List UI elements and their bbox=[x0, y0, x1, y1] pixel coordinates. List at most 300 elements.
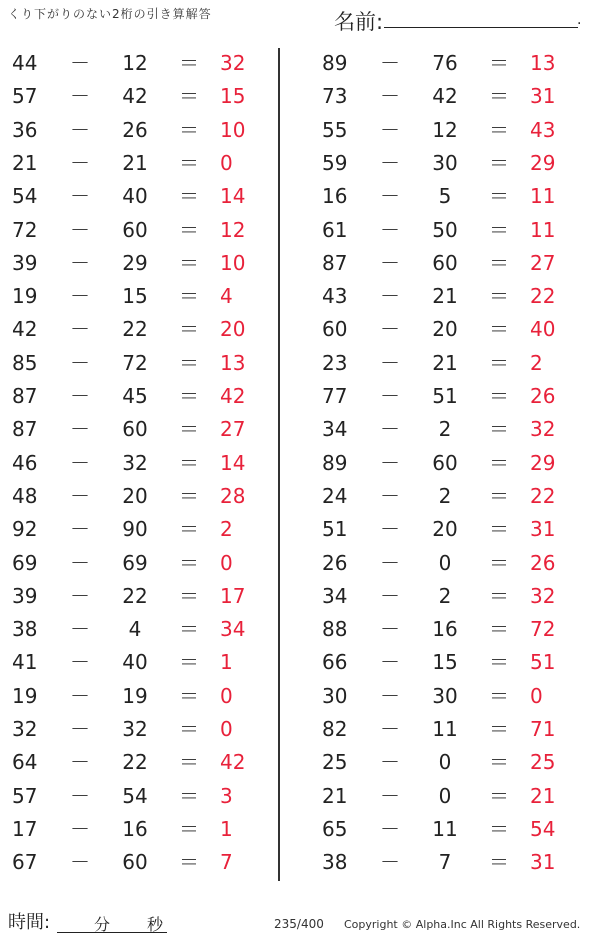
minuend: 57 bbox=[12, 84, 38, 109]
problem-row bbox=[12, 580, 312, 613]
minuend: 38 bbox=[322, 850, 348, 875]
minuend: 19 bbox=[12, 284, 38, 309]
minus-sign: － bbox=[380, 284, 400, 309]
minus-sign: － bbox=[380, 717, 400, 741]
problem-row bbox=[12, 413, 312, 446]
minus-sign: － bbox=[70, 583, 90, 608]
minus-sign: － bbox=[380, 84, 400, 109]
minus-sign: － bbox=[70, 317, 90, 342]
minuend: 39 bbox=[12, 250, 38, 275]
answer: 27 bbox=[220, 417, 246, 442]
subtrahend: 11 bbox=[432, 816, 458, 841]
problem-row bbox=[12, 746, 312, 779]
subtrahend: 2 bbox=[438, 483, 452, 508]
subtrahend: 32 bbox=[122, 717, 148, 741]
answer: 10 bbox=[220, 250, 246, 275]
subtrahend: 2 bbox=[438, 583, 452, 608]
minus-sign: － bbox=[380, 317, 400, 342]
problem-row bbox=[12, 80, 312, 113]
minus-sign: － bbox=[70, 717, 90, 741]
equals-sign: ＝ bbox=[179, 117, 199, 142]
equals-sign: ＝ bbox=[179, 150, 199, 175]
subtrahend: 50 bbox=[432, 217, 458, 242]
equals-sign: ＝ bbox=[489, 483, 509, 508]
minus-sign: － bbox=[380, 517, 400, 542]
minus-sign: － bbox=[380, 450, 400, 475]
equals-sign: ＝ bbox=[179, 683, 199, 708]
subtrahend: 29 bbox=[122, 250, 148, 275]
minuend: 82 bbox=[322, 717, 348, 741]
equals-sign: ＝ bbox=[179, 51, 199, 75]
minuend: 16 bbox=[322, 184, 348, 209]
minus-sign: － bbox=[380, 250, 400, 275]
minuend: 51 bbox=[322, 517, 348, 542]
problem-row bbox=[322, 447, 600, 480]
problem-row bbox=[322, 480, 600, 513]
equals-sign: ＝ bbox=[179, 717, 199, 741]
minus-sign: － bbox=[380, 750, 400, 775]
minus-sign: － bbox=[70, 350, 90, 375]
name-end-mark: . bbox=[577, 12, 582, 28]
problem-row bbox=[12, 613, 312, 646]
minus-sign: － bbox=[380, 583, 400, 608]
subtrahend: 4 bbox=[128, 617, 142, 642]
problem-row bbox=[12, 280, 312, 313]
minus-sign: － bbox=[70, 650, 90, 675]
problem-row bbox=[322, 646, 600, 679]
equals-sign: ＝ bbox=[489, 117, 509, 142]
subtrahend: 72 bbox=[122, 350, 148, 375]
answer: 10 bbox=[220, 117, 246, 142]
answer: 14 bbox=[220, 450, 246, 475]
subtrahend: 40 bbox=[122, 184, 148, 209]
subtrahend: 90 bbox=[122, 517, 148, 542]
answer: 14 bbox=[220, 184, 246, 209]
subtrahend: 20 bbox=[122, 483, 148, 508]
answer: 15 bbox=[220, 84, 246, 109]
minuend: 44 bbox=[12, 51, 38, 75]
subtrahend: 16 bbox=[122, 816, 148, 841]
minus-sign: － bbox=[70, 417, 90, 442]
subtrahend: 60 bbox=[432, 250, 458, 275]
problem-row bbox=[12, 180, 312, 213]
subtrahend: 15 bbox=[432, 650, 458, 675]
minuend: 65 bbox=[322, 816, 348, 841]
minus-sign: － bbox=[70, 184, 90, 209]
minus-sign: － bbox=[70, 850, 90, 875]
answer: 32 bbox=[220, 51, 246, 75]
answer: 2 bbox=[530, 350, 543, 375]
equals-sign: ＝ bbox=[489, 450, 509, 475]
minus-sign: － bbox=[70, 217, 90, 242]
minuend: 25 bbox=[322, 750, 348, 775]
minus-sign: － bbox=[380, 117, 400, 142]
minuend: 87 bbox=[322, 250, 348, 275]
answer: 34 bbox=[220, 617, 246, 642]
minus-sign: － bbox=[70, 683, 90, 708]
equals-sign: ＝ bbox=[489, 783, 509, 808]
minuend: 92 bbox=[12, 517, 38, 542]
equals-sign: ＝ bbox=[489, 317, 509, 342]
time-label: 時間: bbox=[8, 912, 51, 933]
minuend: 72 bbox=[12, 217, 38, 242]
answer: 1 bbox=[220, 650, 233, 675]
answer: 31 bbox=[530, 84, 556, 109]
subtrahend: 51 bbox=[432, 384, 458, 408]
minus-sign: － bbox=[70, 51, 90, 75]
minuend: 87 bbox=[12, 417, 38, 442]
subtrahend: 12 bbox=[122, 51, 148, 75]
minuend: 67 bbox=[12, 850, 38, 875]
subtrahend: 20 bbox=[432, 517, 458, 542]
minus-sign: － bbox=[70, 384, 90, 408]
problem-row bbox=[12, 380, 312, 413]
subtrahend: 32 bbox=[122, 450, 148, 475]
equals-sign: ＝ bbox=[179, 317, 199, 342]
name-field-line[interactable] bbox=[384, 27, 578, 28]
minus-sign: － bbox=[70, 816, 90, 841]
problem-row bbox=[322, 180, 600, 213]
subtrahend: 0 bbox=[438, 783, 452, 808]
minuend: 41 bbox=[12, 650, 38, 675]
equals-sign: ＝ bbox=[179, 783, 199, 808]
minus-sign: － bbox=[70, 750, 90, 775]
equals-sign: ＝ bbox=[179, 750, 199, 775]
minus-sign: － bbox=[380, 850, 400, 875]
problem-row bbox=[322, 147, 600, 180]
minuend: 54 bbox=[12, 184, 38, 209]
equals-sign: ＝ bbox=[179, 850, 199, 875]
problem-row bbox=[322, 780, 600, 813]
minus-sign: － bbox=[380, 683, 400, 708]
equals-sign: ＝ bbox=[489, 284, 509, 309]
minuend: 89 bbox=[322, 51, 348, 75]
minus-sign: － bbox=[380, 350, 400, 375]
equals-sign: ＝ bbox=[179, 617, 199, 642]
minuend: 43 bbox=[322, 284, 348, 309]
minuend: 19 bbox=[12, 683, 38, 708]
minuend: 30 bbox=[322, 683, 348, 708]
equals-sign: ＝ bbox=[179, 284, 199, 309]
subtrahend: 60 bbox=[122, 417, 148, 442]
equals-sign: ＝ bbox=[179, 417, 199, 442]
answer: 29 bbox=[530, 450, 556, 475]
equals-sign: ＝ bbox=[179, 84, 199, 109]
minuend: 85 bbox=[12, 350, 38, 375]
minuend: 89 bbox=[322, 450, 348, 475]
minuend: 55 bbox=[322, 117, 348, 142]
equals-sign: ＝ bbox=[179, 816, 199, 841]
answer: 26 bbox=[530, 550, 556, 575]
subtrahend: 54 bbox=[122, 783, 148, 808]
answer: 0 bbox=[220, 150, 233, 175]
minus-sign: － bbox=[380, 150, 400, 175]
minus-sign: － bbox=[70, 250, 90, 275]
equals-sign: ＝ bbox=[179, 217, 199, 242]
equals-sign: ＝ bbox=[489, 217, 509, 242]
answer: 0 bbox=[220, 550, 233, 575]
problem-row bbox=[322, 80, 600, 113]
answer: 28 bbox=[220, 483, 246, 508]
minuend: 66 bbox=[322, 650, 348, 675]
minuend: 17 bbox=[12, 816, 38, 841]
equals-sign: ＝ bbox=[489, 750, 509, 775]
problem-row bbox=[322, 280, 600, 313]
problem-row bbox=[12, 114, 312, 147]
subtrahend: 2 bbox=[438, 417, 452, 442]
answer: 11 bbox=[530, 184, 556, 209]
equals-sign: ＝ bbox=[489, 250, 509, 275]
subtrahend: 19 bbox=[122, 683, 148, 708]
minuend: 77 bbox=[322, 384, 348, 408]
seconds-label: 秒 bbox=[147, 915, 164, 934]
minus-sign: － bbox=[70, 117, 90, 142]
minuend: 23 bbox=[322, 350, 348, 375]
subtrahend: 5 bbox=[438, 184, 452, 209]
equals-sign: ＝ bbox=[179, 650, 199, 675]
equals-sign: ＝ bbox=[179, 450, 199, 475]
minuend: 21 bbox=[12, 150, 38, 175]
problem-row bbox=[322, 347, 600, 380]
problem-row bbox=[12, 47, 312, 80]
equals-sign: ＝ bbox=[489, 150, 509, 175]
answer: 0 bbox=[530, 683, 543, 708]
subtrahend: 20 bbox=[432, 317, 458, 342]
minus-sign: － bbox=[70, 450, 90, 475]
minus-sign: － bbox=[380, 217, 400, 242]
subtrahend: 42 bbox=[122, 84, 148, 109]
problem-row bbox=[12, 147, 312, 180]
problem-row bbox=[322, 846, 600, 879]
equals-sign: ＝ bbox=[179, 583, 199, 608]
minuend: 24 bbox=[322, 483, 348, 508]
subtrahend: 45 bbox=[122, 384, 148, 408]
subtrahend: 60 bbox=[122, 217, 148, 242]
answer: 54 bbox=[530, 816, 556, 841]
problem-row bbox=[322, 713, 600, 746]
minuend: 42 bbox=[12, 317, 38, 342]
subtrahend: 22 bbox=[122, 750, 148, 775]
minus-sign: － bbox=[380, 384, 400, 408]
equals-sign: ＝ bbox=[489, 417, 509, 442]
minutes-label: 分 bbox=[94, 915, 111, 934]
equals-sign: ＝ bbox=[179, 384, 199, 408]
minus-sign: － bbox=[70, 84, 90, 109]
subtrahend: 21 bbox=[432, 284, 458, 309]
subtrahend: 22 bbox=[122, 317, 148, 342]
minuend: 32 bbox=[12, 717, 38, 741]
equals-sign: ＝ bbox=[489, 51, 509, 75]
answer: 40 bbox=[530, 317, 556, 342]
equals-sign: ＝ bbox=[489, 84, 509, 109]
subtrahend: 16 bbox=[432, 617, 458, 642]
minuend: 38 bbox=[12, 617, 38, 642]
problem-row bbox=[12, 813, 312, 846]
problem-row bbox=[12, 846, 312, 879]
problem-row bbox=[322, 613, 600, 646]
equals-sign: ＝ bbox=[489, 384, 509, 408]
minuend: 73 bbox=[322, 84, 348, 109]
equals-sign: ＝ bbox=[489, 850, 509, 875]
minus-sign: － bbox=[70, 284, 90, 309]
equals-sign: ＝ bbox=[489, 184, 509, 209]
problem-row bbox=[322, 680, 600, 713]
subtrahend: 21 bbox=[432, 350, 458, 375]
problem-row bbox=[12, 480, 312, 513]
answer: 22 bbox=[530, 284, 556, 309]
answer: 42 bbox=[220, 384, 246, 408]
minuend: 61 bbox=[322, 217, 348, 242]
minus-sign: － bbox=[380, 184, 400, 209]
minuend: 26 bbox=[322, 550, 348, 575]
problem-row bbox=[322, 380, 600, 413]
problem-row bbox=[12, 680, 312, 713]
subtrahend: 26 bbox=[122, 117, 148, 142]
minuend: 21 bbox=[322, 783, 348, 808]
subtrahend: 11 bbox=[432, 717, 458, 741]
problem-row bbox=[322, 547, 600, 580]
minus-sign: － bbox=[70, 150, 90, 175]
subtrahend: 15 bbox=[122, 284, 148, 309]
equals-sign: ＝ bbox=[489, 517, 509, 542]
problem-row bbox=[12, 214, 312, 247]
minuend: 57 bbox=[12, 783, 38, 808]
answer: 20 bbox=[220, 317, 246, 342]
answer: 11 bbox=[530, 217, 556, 242]
answer: 42 bbox=[220, 750, 246, 775]
problem-row bbox=[322, 114, 600, 147]
minus-sign: － bbox=[70, 617, 90, 642]
answer: 22 bbox=[530, 483, 556, 508]
problem-row bbox=[322, 214, 600, 247]
answer: 0 bbox=[220, 717, 233, 741]
minuend: 88 bbox=[322, 617, 348, 642]
equals-sign: ＝ bbox=[179, 184, 199, 209]
minuend: 34 bbox=[322, 583, 348, 608]
equals-sign: ＝ bbox=[489, 717, 509, 741]
answer: 72 bbox=[530, 617, 556, 642]
equals-sign: ＝ bbox=[179, 483, 199, 508]
answer: 21 bbox=[530, 783, 556, 808]
problem-row bbox=[322, 47, 600, 80]
subtrahend: 60 bbox=[122, 850, 148, 875]
subtrahend: 0 bbox=[438, 750, 452, 775]
answer: 4 bbox=[220, 284, 233, 309]
minus-sign: － bbox=[380, 816, 400, 841]
equals-sign: ＝ bbox=[489, 550, 509, 575]
answer: 12 bbox=[220, 217, 246, 242]
subtrahend: 30 bbox=[432, 683, 458, 708]
minus-sign: － bbox=[380, 483, 400, 508]
answer: 43 bbox=[530, 117, 556, 142]
problem-row bbox=[12, 646, 312, 679]
subtrahend: 7 bbox=[438, 850, 452, 875]
problem-row bbox=[12, 347, 312, 380]
answer: 32 bbox=[530, 583, 556, 608]
minus-sign: － bbox=[380, 417, 400, 442]
minuend: 46 bbox=[12, 450, 38, 475]
subtrahend: 69 bbox=[122, 550, 148, 575]
problem-row bbox=[322, 813, 600, 846]
name-label: 名前: bbox=[334, 10, 384, 34]
answer: 2 bbox=[220, 517, 233, 542]
equals-sign: ＝ bbox=[489, 583, 509, 608]
minuend: 48 bbox=[12, 483, 38, 508]
minus-sign: － bbox=[380, 650, 400, 675]
problem-row bbox=[322, 580, 600, 613]
equals-sign: ＝ bbox=[179, 250, 199, 275]
equals-sign: ＝ bbox=[489, 617, 509, 642]
subtrahend: 21 bbox=[122, 150, 148, 175]
subtrahend: 76 bbox=[432, 51, 458, 75]
worksheet-title: くり下がりのない2桁の引き算解答 bbox=[8, 7, 212, 21]
problem-row bbox=[12, 247, 312, 280]
answer: 51 bbox=[530, 650, 556, 675]
subtrahend: 42 bbox=[432, 84, 458, 109]
equals-sign: ＝ bbox=[489, 650, 509, 675]
problem-row bbox=[322, 413, 600, 446]
subtrahend: 40 bbox=[122, 650, 148, 675]
answer: 31 bbox=[530, 850, 556, 875]
subtrahend: 60 bbox=[432, 450, 458, 475]
minus-sign: － bbox=[70, 517, 90, 542]
minuend: 69 bbox=[12, 550, 38, 575]
problem-row bbox=[12, 780, 312, 813]
equals-sign: ＝ bbox=[489, 816, 509, 841]
minus-sign: － bbox=[70, 783, 90, 808]
minuend: 64 bbox=[12, 750, 38, 775]
subtrahend: 0 bbox=[438, 550, 452, 575]
answer: 26 bbox=[530, 384, 556, 408]
minus-sign: － bbox=[380, 617, 400, 642]
equals-sign: ＝ bbox=[179, 350, 199, 375]
problem-row bbox=[12, 547, 312, 580]
problem-row bbox=[322, 313, 600, 346]
answer: 0 bbox=[220, 683, 233, 708]
subtrahend: 12 bbox=[432, 117, 458, 142]
answer: 31 bbox=[530, 517, 556, 542]
answer: 17 bbox=[220, 583, 246, 608]
subtrahend: 30 bbox=[432, 150, 458, 175]
minus-sign: － bbox=[380, 51, 400, 75]
equals-sign: ＝ bbox=[179, 517, 199, 542]
minuend: 60 bbox=[322, 317, 348, 342]
answer: 7 bbox=[220, 850, 233, 875]
minus-sign: － bbox=[380, 783, 400, 808]
problem-row bbox=[12, 513, 312, 546]
page-number: 235/400 bbox=[274, 917, 324, 931]
equals-sign: ＝ bbox=[489, 350, 509, 375]
equals-sign: ＝ bbox=[179, 550, 199, 575]
problem-row bbox=[322, 746, 600, 779]
minuend: 39 bbox=[12, 583, 38, 608]
equals-sign: ＝ bbox=[489, 683, 509, 708]
minus-sign: － bbox=[70, 550, 90, 575]
minuend: 34 bbox=[322, 417, 348, 442]
subtrahend: 22 bbox=[122, 583, 148, 608]
problem-row bbox=[12, 447, 312, 480]
minus-sign: － bbox=[70, 483, 90, 508]
answer: 1 bbox=[220, 816, 233, 841]
answer: 27 bbox=[530, 250, 556, 275]
problem-row bbox=[322, 247, 600, 280]
answer: 25 bbox=[530, 750, 556, 775]
answer: 13 bbox=[530, 51, 556, 75]
problem-row bbox=[322, 513, 600, 546]
answer: 3 bbox=[220, 783, 233, 808]
problem-row bbox=[12, 713, 312, 746]
answer: 13 bbox=[220, 350, 246, 375]
